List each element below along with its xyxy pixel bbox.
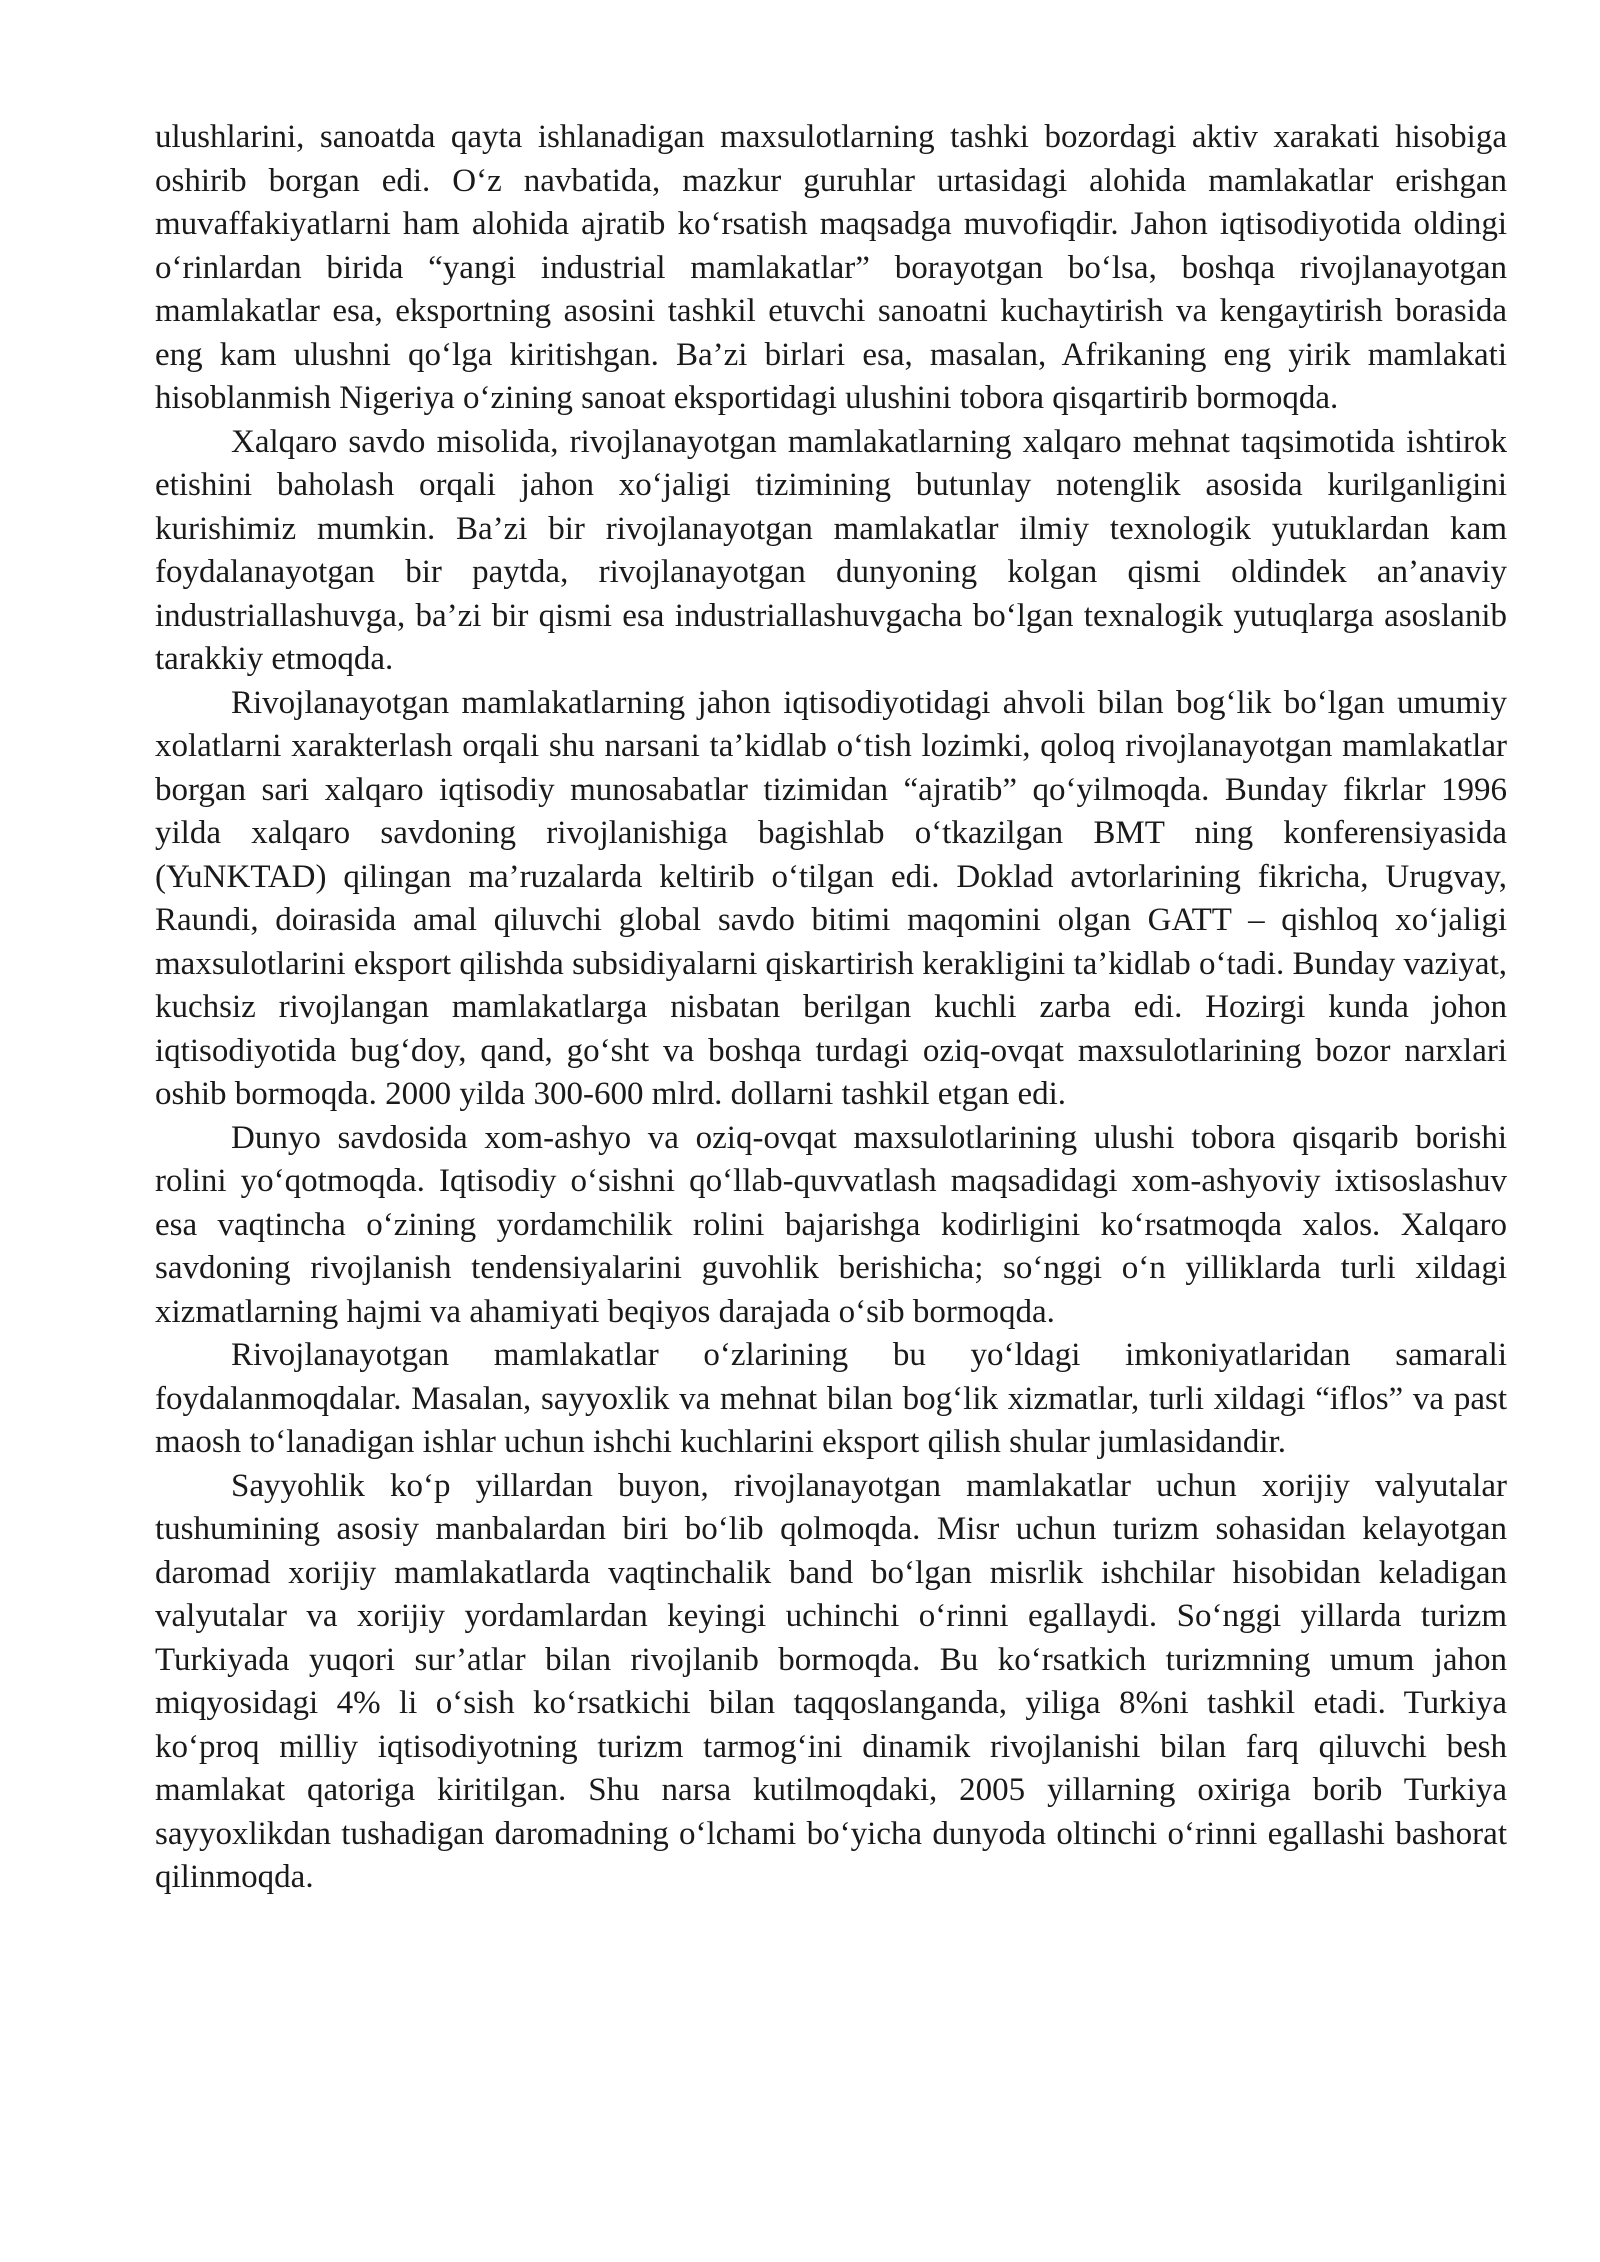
paragraph: Rivojlanayotgan mamlakatlar o‘zlarining bu yo‘ldagi imkoniyatlaridan samarali foydalanmoqdalar. Masalan, sayyoxlik va mehnat bilan bog‘lik xizmatlar, turli xildagi “iflos” va past maosh to‘lanadigan ishlar uchun ishchi kuchlarini eksport qilish shular jumlasidandir.: [155, 1337, 1507, 1460]
paragraph: Rivojlanayotgan mamlakatlarning jahon iqtisodiyotidagi ahvoli bilan bog‘lik bo‘lgan umumiy xolatlarni xarakterlash orqali shu narsani ta’kidlab o‘tish lozimki, qoloq rivojlanayotgan mamlakatlar borgan sari xalqaro iqtisodiy munosabatlar tizimidan “ajratib” qo‘yilmoqda. Bunday fikrlar 1996 yilda xalqaro savdoning rivojlanishiga bagishlab o‘tkazilgan BMT ning konferensiyasida (YuNKTAD) qilingan ma’ruzalarda keltirib o‘tilgan edi. Doklad avtorlarining fikricha, Urugvay, Raundi, doirasida amal qiluvchi global savdo bitimi maqomini olgan GATT – qishloq xo‘jaligi maxsulotlarini eksport qilishda subsidiyalarni qiskartirish kerakligini ta’kidlab o‘tadi. Bunday vaziyat, kuchsiz rivojlangan mamlakatlarga nisbatan berilgan kuchli zarba edi. Hozirgi kunda johon iqtisodiyotida bug‘doy, qand, go‘sht va boshqa turdagi oziq-ovqat maxsulotlarining bozor narxlari oshib bormoqda. 2000 yilda 300-600 mlrd. dollarni tashkil etgan edi.: [155, 684, 1507, 1112]
paragraph: Xalqaro savdo misolida, rivojlanayotgan mamlakatlarning xalqaro mehnat taqsimotida ishtirok etishini baholash orqali jahon xo‘jaligi tizimining butunlay notenglik asosida kurilganligini kurishimiz mumkin. Ba’zi bir rivojlanayotgan mamlakatlar ilmiy texnologik yutuklardan kam foydalanayotgan bir paytda, rivojlanayotgan dunyoning kolgan qismi oldindek an’anaviy industriallashuvga, ba’zi bir qismi esa industriallashuvgacha bo‘lgan texnalogik yutuqlarga asoslanib tarakkiy etmoqda.: [155, 423, 1507, 677]
paragraph: Dunyo savdosida xom-ashyo va oziq-ovqat maxsulotlarining ulushi tobora qisqarib borishi rolini yo‘qotmoqda. Iqtisodiy o‘sishni qo‘llab-quvvatlash maqsadidagi xom-ashyoviy ixtisoslashuv esa vaqtincha o‘zining yordamchilik rolini bajarishga kodirligini ko‘rsatmoqda xalos. Xalqaro savdoning rivojlanish tendensiyalarini guvohlik berishicha; so‘nggi o‘n yilliklarda turli xildagi xizmatlarning hajmi va ahamiyati beqiyos darajada o‘sib bormoqda.: [155, 1119, 1507, 1330]
paragraph: Sayyohlik ko‘p yillardan buyon, rivojlanayotgan mamlakatlar uchun xorijiy valyutalar tushumining asosiy manbalardan biri bo‘lib qolmoqda. Misr uchun turizm sohasidan kelayotgan daromad xorijiy mamlakatlarda vaqtinchalik band bo‘lgan misrlik ishchilar hisobidan keladigan valyutalar va xorijiy yordamlardan keyingi uchinchi o‘rinni egallaydi. So‘nggi yillarda turizm Turkiyada yuqori sur’atlar bilan rivojlanib bormoqda. Bu ko‘rsatkich turizmning umum jahon miqyosidagi 4% li o‘sish ko‘rsatkichi bilan taqqoslanganda, yiliga 8%ni tashkil etadi. Turkiya ko‘proq milliy iqtisodiyotning turizm tarmog‘ini dinamik rivojlanishi bilan farq qiluvchi besh mamlakat qatoriga kiritilgan. Shu narsa kutilmoqdaki, 2005 yillarning oxiriga borib Turkiya sayyoxlikdan tushadigan daromadning o‘lchami bo‘yicha dunyoda oltinchi o‘rinni egallashi bashorat qilinmoqda.: [155, 1467, 1507, 1895]
document-body: [155, 116, 1507, 1900]
paragraph-continued: ulushlarini, sanoatda qayta ishlanadigan maxsulotlarning tashki bozordagi aktiv xarakati hisobiga oshirib borgan edi. O‘z navbatida, mazkur guruhlar urtasidagi alohida mamlakatlar erishgan muvaffakiyatlarni ham alohida ajratib ko‘rsatish maqsadga muvofiqdir. Jahon iqtisodiyotida oldingi o‘rinlardan birida “yangi industrial mamlakatlar” borayotgan bo‘lsa, boshqa rivojlanayotgan mamlakatlar esa, eksportning asosini tashkil etuvchi sanoatni kuchaytirish va kengaytirish borasida eng kam ulushni qo‘lga kiritishgan. Ba’zi birlari esa, masalan, Afrikaning eng yirik mamlakati hisoblanmish Nigeriya o‘zining sanoat eksportidagi ulushini tobora qisqartirib bormoqda.: [155, 119, 1507, 416]
